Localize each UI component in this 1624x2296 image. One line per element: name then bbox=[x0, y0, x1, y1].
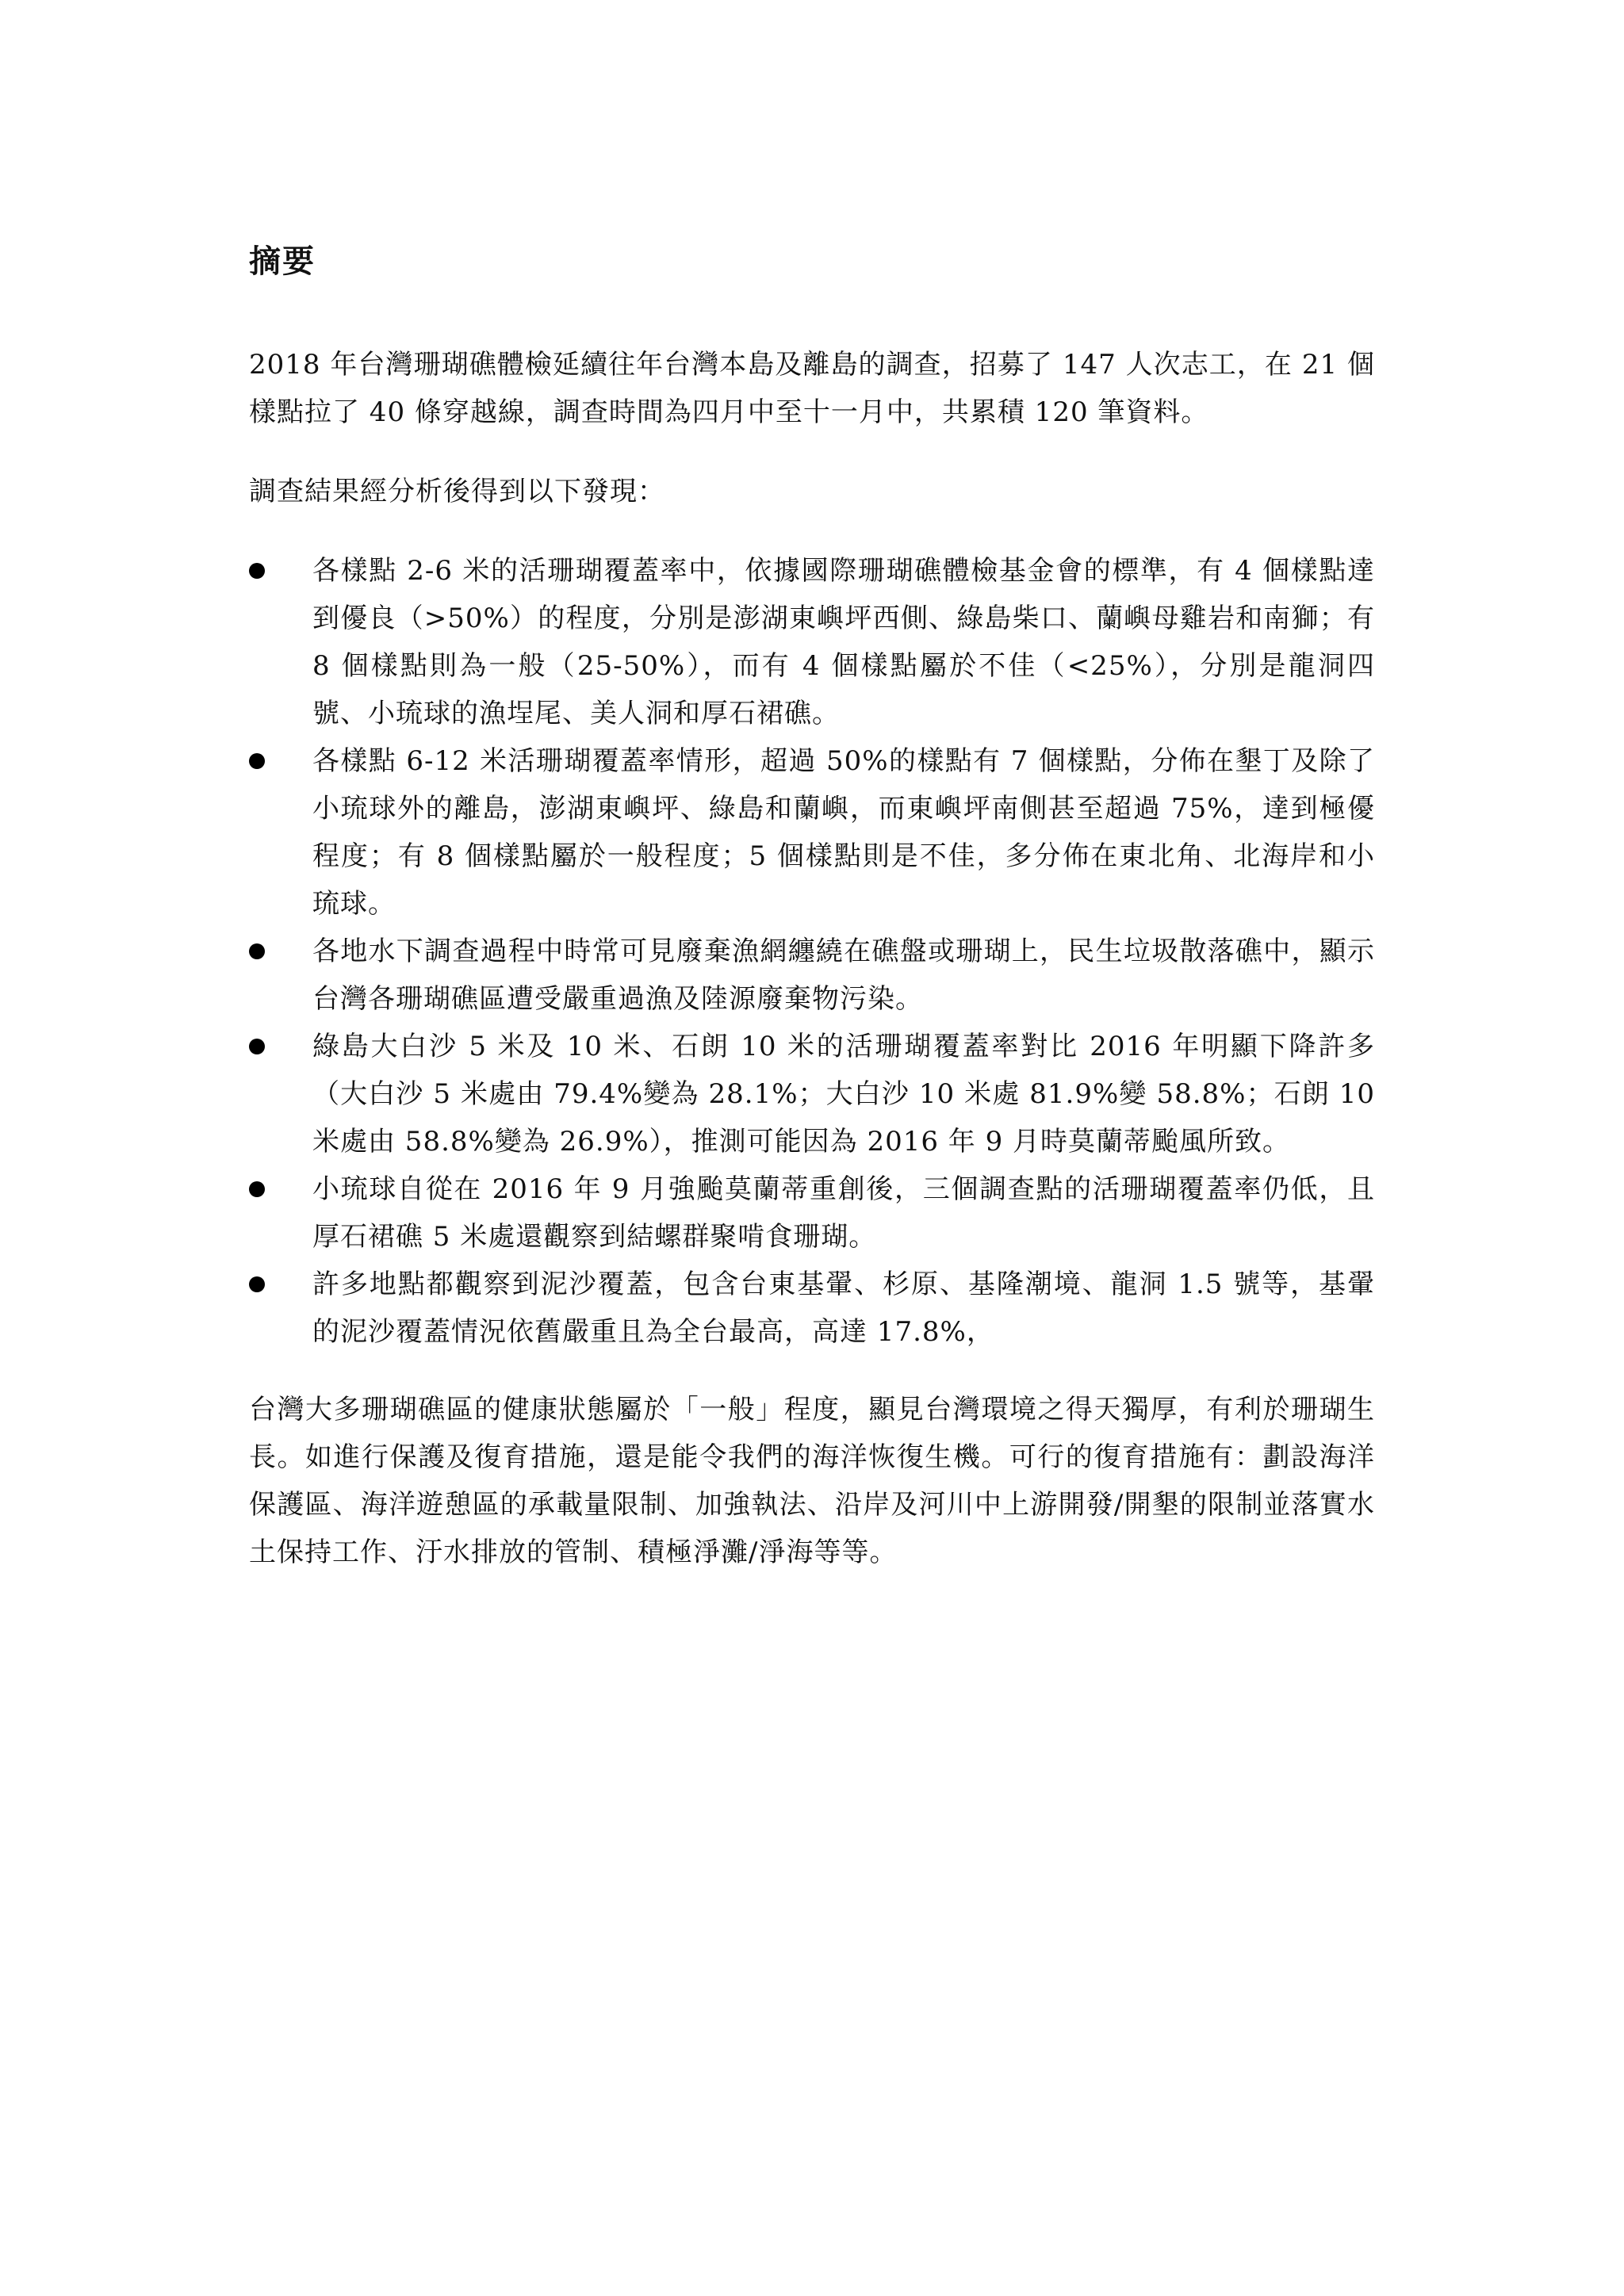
list-item-text: 小琉球自從在 2016 年 9 月強颱莫蘭蒂重創後，三個調查點的活珊瑚覆蓋率仍低，且厚石裙礁 5 米處還觀察到結螺群聚啃食珊瑚。 bbox=[312, 1173, 1375, 1253]
list-item-text: 各樣點 2-6 米的活珊瑚覆蓋率中，依據國際珊瑚礁體檢基金會的標準，有 4 個樣點達到優良（>50%）的程度，分別是澎湖東嶼坪西側、綠島柴口、蘭嶼母雞岩和南獅；有 8 個樣點則為一般（25-50%），而有 4 個樣點屬於不佳（<25%），分別是龍洞四號、小琉球的漁埕尾、美人洞和厚石裙礁。 bbox=[312, 555, 1375, 729]
list-item bbox=[249, 1023, 1375, 1165]
list-item-text: 各地水下調查過程中時常可見廢棄漁網纏繞在礁盤或珊瑚上，民生垃圾散落礁中，顯示台灣各珊瑚礁區遭受嚴重過漁及陸源廢棄物污染。 bbox=[312, 936, 1375, 1015]
list-item-text: 綠島大白沙 5 米及 10 米、石朗 10 米的活珊瑚覆蓋率對比 2016 年明顯下降許多（大白沙 5 米處由 79.4%變為 28.1%；大白沙 10 米處 81.9%變 58.8%；石朗 10 米處由 58.8%變為 26.9%），推測可能因為 2016 年 9 月時莫蘭蒂颱風所致。 bbox=[312, 1031, 1375, 1158]
findings-list bbox=[249, 547, 1375, 1356]
list-item bbox=[249, 1261, 1375, 1356]
list-item-text: 各樣點 6-12 米活珊瑚覆蓋率情形，超過 50%的樣點有 7 個樣點，分佈在墾丁及除了小琉球外的離島，澎湖東嶼坪、綠島和蘭嶼，而東嶼坪南側甚至超過 75%，達到極優程度；有 8 個樣點屬於一般程度；5 個樣點則是不佳，多分佈在東北角、北海岸和小琉球。 bbox=[312, 745, 1375, 920]
bullet-icon bbox=[249, 1181, 265, 1197]
bullet-icon bbox=[249, 1276, 265, 1292]
bullet-icon bbox=[249, 753, 265, 769]
bullet-icon bbox=[249, 563, 265, 579]
page-title: 摘要 bbox=[249, 243, 316, 280]
list-item-text: 許多地點都觀察到泥沙覆蓋，包含台東基翬、杉原、基隆潮境、龍洞 1.5 號等，基翬的泥沙覆蓋情況依舊嚴重且為全台最高，高達 17.8%， bbox=[312, 1269, 1375, 1348]
bullet-icon bbox=[249, 943, 265, 959]
findings-lead: 調查結果經分析後得到以下發現： bbox=[249, 476, 665, 507]
list-item bbox=[249, 928, 1375, 1023]
bullet-icon bbox=[249, 1039, 265, 1054]
list-item bbox=[249, 737, 1375, 928]
document-page bbox=[249, 238, 1375, 1608]
conclusion-paragraph: 台灣大多珊瑚礁區的健康狀態屬於「一般」程度，顯見台灣環境之得天獨厚，有利於珊瑚生長。如進行保護及復育措施，還是能令我們的海洋恢復生機。可行的復育措施有：劃設海洋保護區、海洋遊憩區的承載量限制、加強執法、沿岸及河川中上游開發/開墾的限制並落實水土保持工作、汙水排放的管制、積極淨灘/淨海等等。 bbox=[249, 1394, 1375, 1568]
list-item bbox=[249, 1165, 1375, 1261]
list-item bbox=[249, 547, 1375, 737]
intro-paragraph: 2018 年台灣珊瑚礁體檢延續往年台灣本島及離島的調查，招募了 147 人次志工，在 21 個樣點拉了 40 條穿越線，調查時間為四月中至十一月中，共累積 120 筆資料。 bbox=[249, 349, 1375, 428]
